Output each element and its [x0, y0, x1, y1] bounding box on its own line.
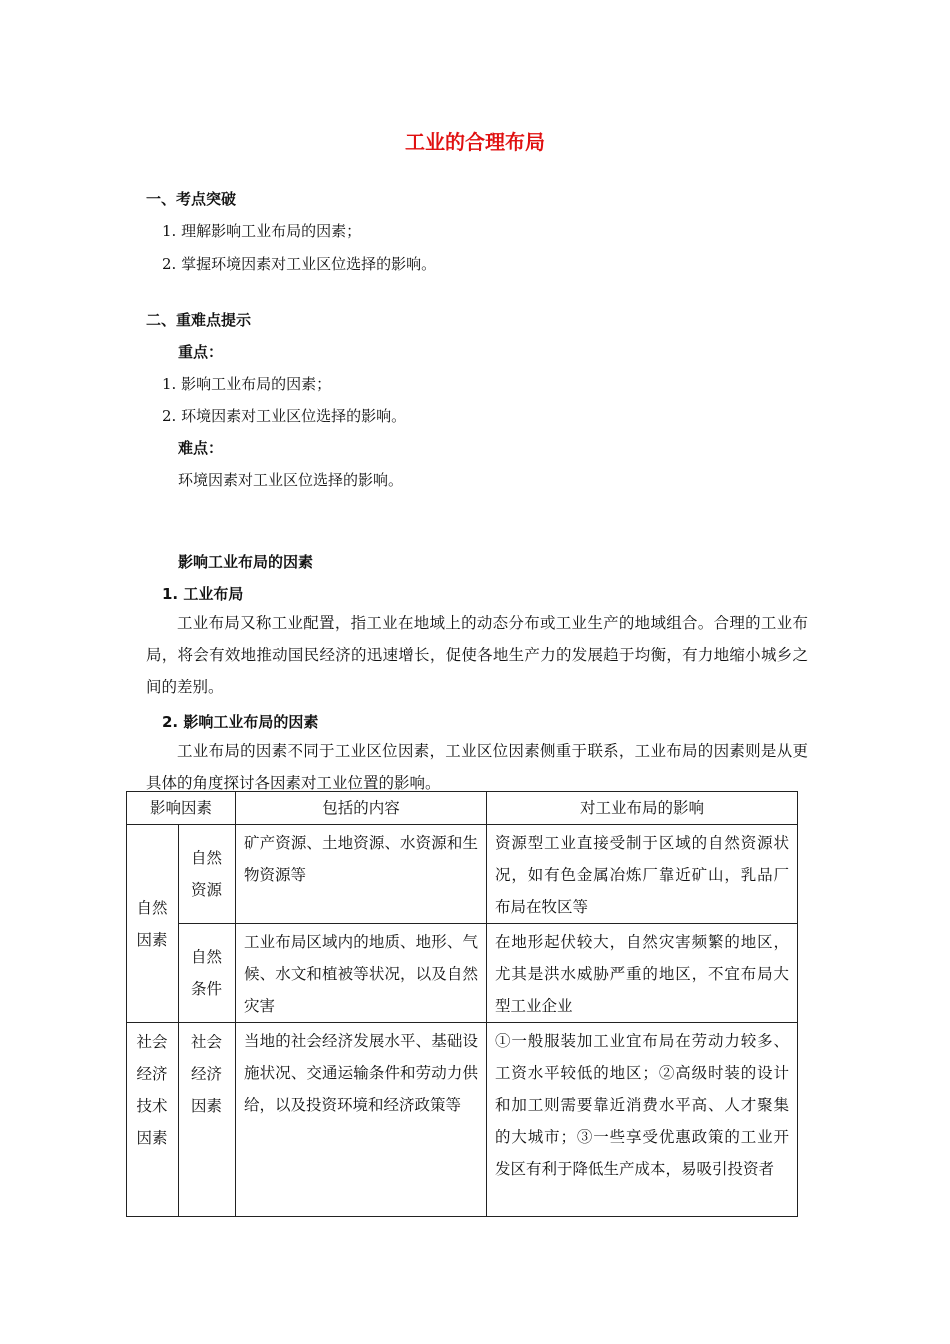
- s1-item-2: 2. 掌握环境因素对工业区位选择的影响。: [162, 255, 437, 273]
- paragraph-2: 工业布局的因素不同于工业区位因素，工业区位因素侧重于联系，工业布局的因素则是从更具体的角度探讨各因素对工业位置的影响。: [146, 742, 808, 792]
- paragraph-1: 工业布局又称工业配置，指工业在地域上的动态分布或工业生产的地域组合。合理的工业布局，将会有效地推动国民经济的迅速增长，促使各地生产力的发展趋于均衡，有力地缩小城乡之间的差别。: [146, 614, 808, 696]
- impact-cell: 在地形起伏较大，自然灾害频繁的地区，尤其是洪水威胁严重的地区，不宜布局大型工业企业: [487, 924, 798, 1023]
- header-factor: 影响因素: [127, 792, 236, 825]
- sub-factor: 自然资源: [179, 825, 236, 924]
- difficult-points-label: 难点：: [178, 439, 224, 457]
- page-title: 工业的合理布局: [405, 130, 545, 154]
- key-points-label: 重点：: [178, 343, 224, 361]
- header-impact: 对工业布局的影响: [487, 792, 798, 825]
- key-item-1: 1. 影响工业布局的因素；: [162, 375, 332, 393]
- subheading-2: 2. 影响工业布局的因素: [162, 713, 319, 731]
- table-row: [127, 1023, 798, 1217]
- section-3-heading: 影响工业布局的因素: [178, 553, 314, 571]
- content-cell: 矿产资源、土地资源、水资源和生物资源等: [236, 825, 487, 924]
- impact-cell: 资源型工业直接受制于区域的自然资源状况，如有色金属冶炼厂靠近矿山，乳品厂布局在牧区等: [487, 825, 798, 924]
- sub-factor: 社会经济因素: [179, 1023, 236, 1217]
- section-2-heading: 二、重难点提示: [146, 311, 252, 329]
- key-item-2: 2. 环境因素对工业区位选择的影响。: [162, 407, 407, 425]
- group-social: 社会经济技术因素: [127, 1023, 179, 1217]
- content-cell: 工业布局区域内的地质、地形、气候、水文和植被等状况，以及自然灾害: [236, 924, 487, 1023]
- sub-factor: 自然条件: [179, 924, 236, 1023]
- group-natural: 自然因素: [127, 825, 179, 1023]
- difficult-text: 环境因素对工业区位选择的影响。: [178, 471, 404, 489]
- s1-item-1: 1. 理解影响工业布局的因素；: [162, 222, 362, 240]
- content-cell: 当地的社会经济发展水平、基础设施状况、交通运输条件和劳动力供给，以及投资环境和经济政策等: [236, 1023, 487, 1217]
- table-row: [127, 924, 798, 1023]
- table-row: [127, 825, 798, 924]
- section-1-heading: 一、考点突破: [146, 190, 237, 208]
- subheading-1: 1. 工业布局: [162, 585, 244, 603]
- table-header-row: [127, 792, 798, 825]
- header-content: 包括的内容: [236, 792, 487, 825]
- impact-cell: ①一般服装加工业宜布局在劳动力较多、工资水平较低的地区；②高级时装的设计和加工则需要靠近消费水平高、人才聚集的大城市；③一些享受优惠政策的工业开发区有利于降低生产成本，易吸引投资者: [487, 1023, 798, 1217]
- factors-table: [126, 791, 798, 1217]
